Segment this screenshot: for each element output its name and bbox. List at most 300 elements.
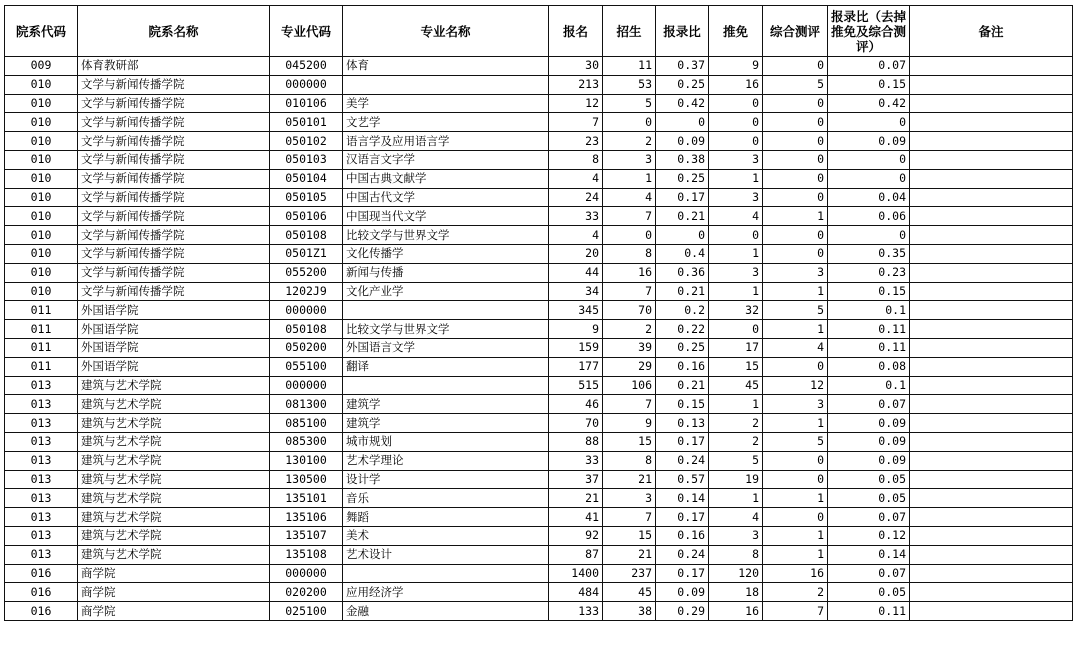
cell-recommended: 16 [709,75,763,94]
cell-dept-code: 013 [5,508,78,527]
cell-adjusted-ratio: 0.04 [828,188,910,207]
cell-notes [910,75,1073,94]
cell-major-name: 城市规划 [343,432,549,451]
cell-enrollment: 16 [603,263,656,282]
cell-adjusted-ratio: 0.12 [828,526,910,545]
header-dept-name: 院系名称 [78,6,270,57]
cell-major-name [343,75,549,94]
table-row [5,188,1073,207]
cell-comprehensive: 0 [763,508,828,527]
cell-major-name: 中国古代文学 [343,188,549,207]
cell-adjusted-ratio: 0.09 [828,414,910,433]
cell-major-name: 语言学及应用语言学 [343,132,549,151]
cell-recommended: 5 [709,451,763,470]
cell-comprehensive: 4 [763,338,828,357]
cell-dept-name: 文学与新闻传播学院 [78,132,270,151]
cell-recommended: 3 [709,150,763,169]
cell-dept-code: 013 [5,432,78,451]
cell-major-name: 中国古典文献学 [343,169,549,188]
header-major-code: 专业代码 [270,6,343,57]
cell-ratio: 0 [656,113,709,132]
cell-adjusted-ratio: 0.09 [828,451,910,470]
cell-major-code: 020200 [270,583,343,602]
cell-notes [910,414,1073,433]
cell-adjusted-ratio: 0.07 [828,395,910,414]
header-major-name: 专业名称 [343,6,549,57]
cell-enrollment: 45 [603,583,656,602]
cell-comprehensive: 0 [763,188,828,207]
cell-notes [910,564,1073,583]
header-adjusted-ratio: 报录比（去掉推免及综合测评） [828,6,910,57]
cell-enrollment: 3 [603,489,656,508]
cell-comprehensive: 0 [763,357,828,376]
cell-enrollment: 5 [603,94,656,113]
cell-ratio: 0.25 [656,338,709,357]
cell-adjusted-ratio: 0.09 [828,432,910,451]
table-row [5,564,1073,583]
table-row [5,489,1073,508]
cell-notes [910,583,1073,602]
table-row [5,376,1073,395]
cell-ratio: 0.16 [656,357,709,376]
cell-ratio: 0.25 [656,169,709,188]
header-notes: 备注 [910,6,1073,57]
cell-notes [910,94,1073,113]
cell-enrollment: 15 [603,432,656,451]
header-enrollment: 招生 [603,6,656,57]
cell-dept-code: 010 [5,150,78,169]
cell-dept-code: 016 [5,564,78,583]
cell-dept-name: 建筑与艺术学院 [78,376,270,395]
cell-applicants: 9 [549,320,603,339]
cell-comprehensive: 3 [763,395,828,414]
cell-dept-name: 文学与新闻传播学院 [78,282,270,301]
cell-applicants: 159 [549,338,603,357]
cell-major-code: 050108 [270,226,343,245]
cell-recommended: 17 [709,338,763,357]
cell-applicants: 30 [549,57,603,76]
cell-recommended: 0 [709,113,763,132]
cell-comprehensive: 0 [763,113,828,132]
cell-enrollment: 9 [603,414,656,433]
cell-dept-name: 建筑与艺术学院 [78,451,270,470]
cell-enrollment: 8 [603,451,656,470]
table-body [5,57,1073,621]
cell-comprehensive: 16 [763,564,828,583]
table-row [5,244,1073,263]
header-comprehensive: 综合测评 [763,6,828,57]
table-row [5,470,1073,489]
cell-applicants: 33 [549,207,603,226]
cell-major-name [343,301,549,320]
cell-dept-code: 013 [5,470,78,489]
cell-major-code: 135106 [270,508,343,527]
cell-recommended: 15 [709,357,763,376]
cell-dept-name: 商学院 [78,602,270,621]
cell-notes [910,320,1073,339]
cell-applicants: 41 [549,508,603,527]
cell-notes [910,132,1073,151]
cell-major-code: 050108 [270,320,343,339]
cell-major-code: 000000 [270,564,343,583]
cell-adjusted-ratio: 0.15 [828,282,910,301]
table-row [5,602,1073,621]
cell-adjusted-ratio: 0.06 [828,207,910,226]
cell-adjusted-ratio: 0.23 [828,263,910,282]
cell-applicants: 87 [549,545,603,564]
table-row [5,320,1073,339]
cell-notes [910,470,1073,489]
cell-enrollment: 4 [603,188,656,207]
cell-notes [910,489,1073,508]
cell-ratio: 0.17 [656,188,709,207]
cell-ratio: 0.16 [656,526,709,545]
cell-comprehensive: 3 [763,263,828,282]
cell-major-code: 050102 [270,132,343,151]
cell-ratio: 0.09 [656,132,709,151]
cell-major-code: 135107 [270,526,343,545]
cell-comprehensive: 0 [763,451,828,470]
cell-applicants: 345 [549,301,603,320]
cell-enrollment: 0 [603,113,656,132]
cell-dept-code: 013 [5,414,78,433]
cell-dept-name: 文学与新闻传播学院 [78,113,270,132]
cell-recommended: 3 [709,188,763,207]
cell-major-code: 055100 [270,357,343,376]
cell-notes [910,432,1073,451]
cell-major-code: 050200 [270,338,343,357]
cell-adjusted-ratio: 0.05 [828,489,910,508]
cell-adjusted-ratio: 0.07 [828,57,910,76]
cell-comprehensive: 5 [763,75,828,94]
cell-major-name [343,376,549,395]
cell-major-name: 金融 [343,602,549,621]
cell-enrollment: 21 [603,545,656,564]
cell-enrollment: 2 [603,132,656,151]
cell-major-name [343,564,549,583]
cell-dept-name: 建筑与艺术学院 [78,395,270,414]
cell-adjusted-ratio: 0.05 [828,470,910,489]
cell-comprehensive: 12 [763,376,828,395]
cell-major-name: 中国现当代文学 [343,207,549,226]
cell-adjusted-ratio: 0.05 [828,583,910,602]
cell-ratio: 0.4 [656,244,709,263]
table-row [5,113,1073,132]
cell-applicants: 92 [549,526,603,545]
cell-adjusted-ratio: 0.08 [828,357,910,376]
cell-ratio: 0.21 [656,376,709,395]
cell-comprehensive: 0 [763,244,828,263]
cell-dept-code: 013 [5,489,78,508]
cell-adjusted-ratio: 0.11 [828,320,910,339]
cell-major-code: 135108 [270,545,343,564]
cell-enrollment: 237 [603,564,656,583]
cell-ratio: 0.37 [656,57,709,76]
cell-major-code: 085100 [270,414,343,433]
table-row [5,526,1073,545]
cell-dept-name: 外国语学院 [78,301,270,320]
cell-major-name: 文化传播学 [343,244,549,263]
cell-adjusted-ratio: 0 [828,226,910,245]
cell-applicants: 177 [549,357,603,376]
cell-ratio: 0.17 [656,508,709,527]
cell-enrollment: 39 [603,338,656,357]
cell-comprehensive: 0 [763,226,828,245]
cell-ratio: 0.24 [656,545,709,564]
cell-major-code: 135101 [270,489,343,508]
table-row [5,357,1073,376]
cell-dept-name: 商学院 [78,583,270,602]
cell-major-code: 050104 [270,169,343,188]
cell-adjusted-ratio: 0.09 [828,132,910,151]
cell-notes [910,357,1073,376]
cell-comprehensive: 0 [763,57,828,76]
admission-ratio-table [4,5,1073,621]
cell-notes [910,226,1073,245]
cell-enrollment: 29 [603,357,656,376]
cell-dept-code: 010 [5,169,78,188]
cell-dept-code: 013 [5,395,78,414]
cell-major-name: 文艺学 [343,113,549,132]
cell-dept-name: 体育教研部 [78,57,270,76]
cell-major-name: 建筑学 [343,395,549,414]
cell-comprehensive: 1 [763,489,828,508]
cell-recommended: 1 [709,169,763,188]
cell-applicants: 21 [549,489,603,508]
cell-major-name: 设计学 [343,470,549,489]
cell-comprehensive: 1 [763,282,828,301]
header-row [5,6,1073,57]
cell-comprehensive: 1 [763,207,828,226]
cell-notes [910,244,1073,263]
cell-major-code: 050103 [270,150,343,169]
cell-applicants: 70 [549,414,603,433]
table-row [5,395,1073,414]
cell-enrollment: 2 [603,320,656,339]
cell-notes [910,150,1073,169]
cell-adjusted-ratio: 0 [828,113,910,132]
cell-major-name: 美学 [343,94,549,113]
cell-applicants: 33 [549,451,603,470]
cell-major-name: 应用经济学 [343,583,549,602]
header-dept-code: 院系代码 [5,6,78,57]
cell-applicants: 20 [549,244,603,263]
cell-dept-name: 文学与新闻传播学院 [78,207,270,226]
cell-recommended: 18 [709,583,763,602]
table-row [5,338,1073,357]
cell-applicants: 484 [549,583,603,602]
cell-notes [910,188,1073,207]
cell-major-code: 000000 [270,301,343,320]
cell-applicants: 213 [549,75,603,94]
cell-dept-code: 013 [5,526,78,545]
cell-dept-name: 建筑与艺术学院 [78,470,270,489]
cell-notes [910,282,1073,301]
cell-major-name: 音乐 [343,489,549,508]
cell-applicants: 44 [549,263,603,282]
cell-ratio: 0.15 [656,395,709,414]
cell-comprehensive: 0 [763,150,828,169]
cell-dept-code: 010 [5,75,78,94]
cell-major-code: 050105 [270,188,343,207]
cell-dept-code: 010 [5,132,78,151]
cell-comprehensive: 7 [763,602,828,621]
cell-adjusted-ratio: 0.14 [828,545,910,564]
table-row [5,451,1073,470]
cell-adjusted-ratio: 0.07 [828,508,910,527]
cell-major-name: 体育 [343,57,549,76]
table-row [5,414,1073,433]
cell-major-code: 025100 [270,602,343,621]
cell-major-code: 130100 [270,451,343,470]
cell-ratio: 0.13 [656,414,709,433]
cell-major-code: 000000 [270,75,343,94]
cell-applicants: 133 [549,602,603,621]
header-ratio: 报录比 [656,6,709,57]
table-row [5,57,1073,76]
cell-recommended: 3 [709,526,763,545]
cell-notes [910,338,1073,357]
cell-notes [910,57,1073,76]
cell-recommended: 0 [709,94,763,113]
cell-notes [910,395,1073,414]
cell-dept-code: 010 [5,263,78,282]
cell-dept-name: 文学与新闻传播学院 [78,150,270,169]
cell-enrollment: 38 [603,602,656,621]
cell-ratio: 0 [656,226,709,245]
cell-dept-name: 文学与新闻传播学院 [78,94,270,113]
cell-adjusted-ratio: 0.35 [828,244,910,263]
cell-major-name: 建筑学 [343,414,549,433]
cell-notes [910,169,1073,188]
cell-enrollment: 7 [603,282,656,301]
cell-major-name: 新闻与传播 [343,263,549,282]
cell-applicants: 46 [549,395,603,414]
cell-major-code: 050101 [270,113,343,132]
table-row [5,226,1073,245]
cell-adjusted-ratio: 0.1 [828,376,910,395]
cell-dept-code: 011 [5,301,78,320]
header-recommended: 推免 [709,6,763,57]
cell-notes [910,545,1073,564]
cell-dept-name: 文学与新闻传播学院 [78,244,270,263]
cell-recommended: 4 [709,207,763,226]
cell-dept-code: 009 [5,57,78,76]
cell-enrollment: 0 [603,226,656,245]
cell-comprehensive: 0 [763,169,828,188]
cell-comprehensive: 5 [763,432,828,451]
cell-ratio: 0.2 [656,301,709,320]
cell-adjusted-ratio: 0.42 [828,94,910,113]
cell-dept-code: 010 [5,94,78,113]
cell-ratio: 0.14 [656,489,709,508]
cell-dept-name: 外国语学院 [78,320,270,339]
cell-major-code: 055200 [270,263,343,282]
cell-ratio: 0.24 [656,451,709,470]
cell-applicants: 1400 [549,564,603,583]
cell-recommended: 16 [709,602,763,621]
cell-enrollment: 8 [603,244,656,263]
header-applicants: 报名 [549,6,603,57]
cell-notes [910,301,1073,320]
cell-enrollment: 15 [603,526,656,545]
cell-dept-name: 文学与新闻传播学院 [78,263,270,282]
cell-dept-code: 010 [5,188,78,207]
cell-recommended: 19 [709,470,763,489]
cell-enrollment: 70 [603,301,656,320]
cell-ratio: 0.17 [656,432,709,451]
cell-major-name: 外国语言文学 [343,338,549,357]
cell-notes [910,263,1073,282]
cell-applicants: 88 [549,432,603,451]
cell-adjusted-ratio: 0.15 [828,75,910,94]
cell-adjusted-ratio: 0.1 [828,301,910,320]
cell-comprehensive: 5 [763,301,828,320]
cell-dept-name: 文学与新闻传播学院 [78,188,270,207]
cell-dept-code: 013 [5,545,78,564]
table-row [5,508,1073,527]
cell-recommended: 32 [709,301,763,320]
cell-ratio: 0.22 [656,320,709,339]
cell-ratio: 0.36 [656,263,709,282]
cell-applicants: 12 [549,94,603,113]
cell-recommended: 4 [709,508,763,527]
cell-comprehensive: 0 [763,470,828,489]
cell-recommended: 120 [709,564,763,583]
cell-major-code: 000000 [270,376,343,395]
cell-applicants: 8 [549,150,603,169]
cell-notes [910,113,1073,132]
cell-applicants: 34 [549,282,603,301]
cell-dept-code: 011 [5,320,78,339]
cell-dept-name: 建筑与艺术学院 [78,526,270,545]
cell-recommended: 0 [709,226,763,245]
table-row [5,432,1073,451]
cell-ratio: 0.29 [656,602,709,621]
cell-applicants: 515 [549,376,603,395]
cell-notes [910,376,1073,395]
cell-adjusted-ratio: 0.11 [828,602,910,621]
cell-dept-name: 商学院 [78,564,270,583]
cell-adjusted-ratio: 0 [828,150,910,169]
cell-dept-name: 建筑与艺术学院 [78,432,270,451]
cell-enrollment: 53 [603,75,656,94]
table-row [5,94,1073,113]
table-row [5,169,1073,188]
table-row [5,545,1073,564]
cell-dept-name: 外国语学院 [78,338,270,357]
cell-dept-name: 文学与新闻传播学院 [78,169,270,188]
cell-recommended: 8 [709,545,763,564]
cell-enrollment: 11 [603,57,656,76]
cell-adjusted-ratio: 0.11 [828,338,910,357]
cell-dept-code: 011 [5,357,78,376]
cell-applicants: 24 [549,188,603,207]
cell-major-code: 081300 [270,395,343,414]
table-row [5,207,1073,226]
cell-recommended: 9 [709,57,763,76]
cell-major-name: 美术 [343,526,549,545]
table-row [5,301,1073,320]
cell-dept-code: 010 [5,207,78,226]
cell-major-name: 舞蹈 [343,508,549,527]
cell-notes [910,526,1073,545]
cell-major-name: 汉语言文字学 [343,150,549,169]
cell-dept-name: 文学与新闻传播学院 [78,226,270,245]
cell-dept-code: 010 [5,226,78,245]
cell-comprehensive: 1 [763,545,828,564]
cell-recommended: 1 [709,489,763,508]
